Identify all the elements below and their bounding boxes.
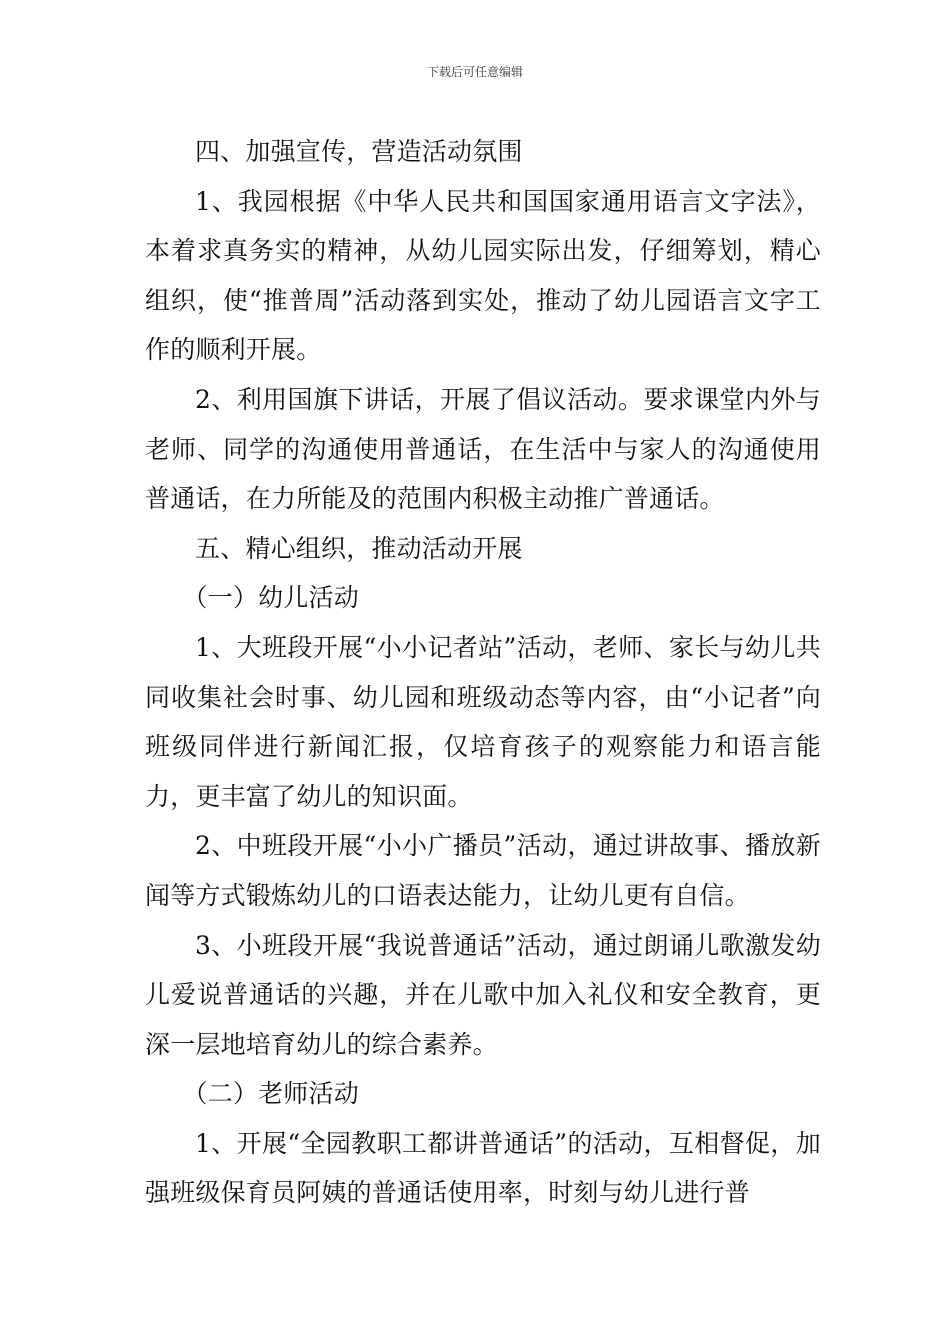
subsection-heading-1: （一）幼儿活动 bbox=[182, 583, 359, 613]
paragraph: 2、利用国旗下讲话，开展了倡议活动。要求课堂内外与老师、同学的沟通使用普通话，在生活中与家人的沟通使用普通话，在力所能及的范围内积极主动推广普通话。 bbox=[145, 384, 821, 514]
paragraph: 1、开展“全园教职工都讲普通话”的活动，互相督促，加强班级保育员阿姨的普通话使用率，时刻与幼儿进行普 bbox=[145, 1128, 821, 1208]
document-body bbox=[145, 127, 821, 1218]
paragraph: 1、我园根据《中华人民共和国国家通用语言文字法》，本着求真务实的精神，从幼儿园实际出发，仔细筹划，精心组织，使“推普周”活动落到实处，推动了幼儿园语言文字工作的顺利开展。 bbox=[145, 186, 821, 365]
page-header-note: 下载后可任意编辑 bbox=[426, 65, 523, 79]
paragraph: 2、中班段开展“小小广播员”活动，通过讲故事、播放新闻等方式锻炼幼儿的口语表达能力，让幼儿更有自信。 bbox=[145, 831, 821, 910]
subsection-heading-2: （二）老师活动 bbox=[182, 1079, 359, 1109]
section-heading-5: 五、精心组织，推动活动开展 bbox=[195, 533, 523, 563]
paragraph: 3、小班段开展“我说普通话”活动，通过朗诵儿歌激发幼儿爱说普通话的兴趣，并在儿歌中加入礼仪和安全教育，更深一层地培育幼儿的综合素养。 bbox=[145, 930, 821, 1059]
section-heading-4: 四、加强宣传，营造活动氛围 bbox=[195, 137, 523, 166]
paragraph: 1、大班段开展“小小记者站”活动，老师、家长与幼儿共同收集社会时事、幼儿园和班级动态等内容，由“小记者”向班级同伴进行新闻汇报，仅培育孩子的观察能力和语言能力，更丰富了幼儿的知识面。 bbox=[145, 632, 821, 811]
